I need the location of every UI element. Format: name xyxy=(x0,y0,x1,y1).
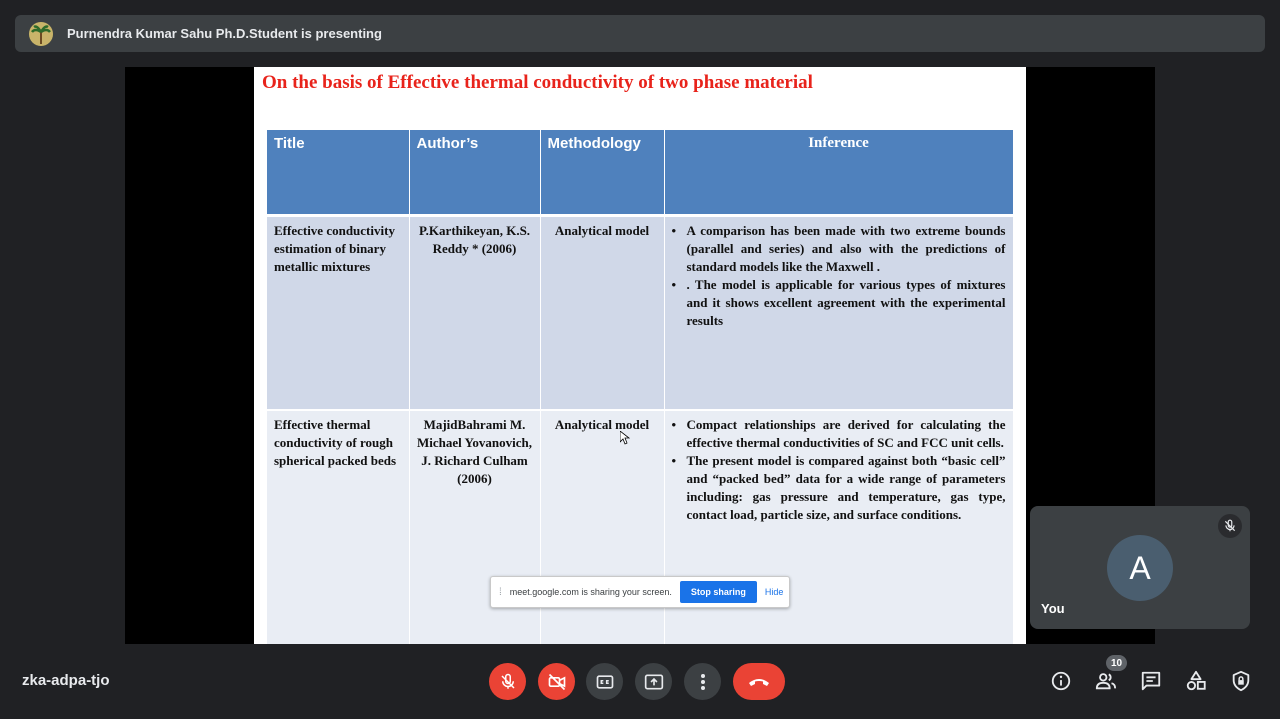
slide-title: On the basis of Effective thermal conductivity of two phase material xyxy=(262,72,813,93)
cell-methodology: Analytical model xyxy=(540,410,664,644)
table-header-row xyxy=(267,130,1013,215)
header-inference: Inference xyxy=(664,130,1013,215)
header-methodology: Methodology xyxy=(540,130,664,215)
screen-share-notice xyxy=(490,576,790,608)
inference-point: • Compact relationships are derived for calculating the effective thermal conductivities of SC and FCC unit cells. xyxy=(672,416,1006,452)
cell-authors: MajidBahrami M. Michael Yovanovich, J. Richard Culham (2006) xyxy=(409,410,540,644)
inference-point: • The present model is compared against both “basic cell” and “packed bed” data for a wide range of parameters including: gas pressure and temperature, gas type, contact load, particle size, and surface conditions. xyxy=(672,452,1006,524)
table-row xyxy=(267,410,1013,644)
hangup-icon xyxy=(747,676,771,688)
cell-inference xyxy=(664,215,1013,410)
avatar: A xyxy=(1107,535,1173,601)
host-controls-icon xyxy=(1230,670,1252,692)
shared-screen xyxy=(125,67,1155,644)
chat-icon xyxy=(1140,670,1162,692)
present-icon xyxy=(643,672,665,692)
mic-off-icon xyxy=(499,673,517,691)
camera-toggle-button[interactable] xyxy=(538,663,575,700)
self-video-tile[interactable] xyxy=(1030,506,1250,629)
leave-call-button[interactable] xyxy=(733,663,785,700)
captions-icon xyxy=(595,672,615,692)
hide-button[interactable]: Hide xyxy=(764,587,784,597)
presentation-slide xyxy=(254,67,1026,644)
activities-icon xyxy=(1185,670,1207,692)
header-title: Title xyxy=(267,130,409,215)
captions-button[interactable] xyxy=(586,663,623,700)
microphone-toggle-button[interactable] xyxy=(489,663,526,700)
present-now-button[interactable] xyxy=(635,663,672,700)
cell-methodology: Analytical model xyxy=(540,215,664,410)
cell-title: Effective thermal conductivity of rough spherical packed beds xyxy=(267,410,409,644)
table-row xyxy=(267,215,1013,410)
cell-title: Effective conductivity estimation of binary metallic mixtures xyxy=(267,215,409,410)
cell-inference xyxy=(664,410,1013,644)
mic-off-icon xyxy=(1218,514,1242,538)
stop-sharing-button[interactable]: Stop sharing xyxy=(680,581,757,603)
presenter-banner xyxy=(15,15,1265,52)
camera-off-icon xyxy=(547,672,567,692)
inference-point: • . The model is applicable for various types of mixtures and it shows excellent agreement with the experimental results xyxy=(672,276,1006,330)
meeting-details-button[interactable] xyxy=(1049,669,1073,693)
participant-count-badge: 10 xyxy=(1106,655,1127,671)
chat-button[interactable] xyxy=(1139,669,1163,693)
mouse-cursor-icon xyxy=(620,431,630,445)
people-icon xyxy=(1094,670,1118,692)
more-options-button[interactable] xyxy=(684,663,721,700)
cell-authors: P.Karthikeyan, K.S. Reddy * (2006) xyxy=(409,215,540,410)
self-name: You xyxy=(1041,601,1065,616)
activities-button[interactable] xyxy=(1184,669,1208,693)
literature-table xyxy=(267,130,1014,644)
participants-button[interactable] xyxy=(1094,669,1118,693)
header-authors: Author’s xyxy=(409,130,540,215)
inference-point: • A comparison has been made with two extreme bounds (parallel and series) and also with the predictions of standard models like the Maxwell . xyxy=(672,222,1006,276)
info-icon xyxy=(1050,670,1072,692)
more-options-icon xyxy=(700,673,706,691)
palm-tree-icon xyxy=(29,22,53,46)
drag-handle-icon[interactable]: ⁞ xyxy=(499,586,502,598)
meeting-code: zka-adpa-tjo xyxy=(22,672,110,689)
presenter-avatar xyxy=(29,22,53,46)
share-message: meet.google.com is sharing your screen. xyxy=(509,587,672,597)
presenter-text: Purnendra Kumar Sahu Ph.D.Student is presenting xyxy=(67,26,382,41)
host-controls-button[interactable] xyxy=(1229,669,1253,693)
